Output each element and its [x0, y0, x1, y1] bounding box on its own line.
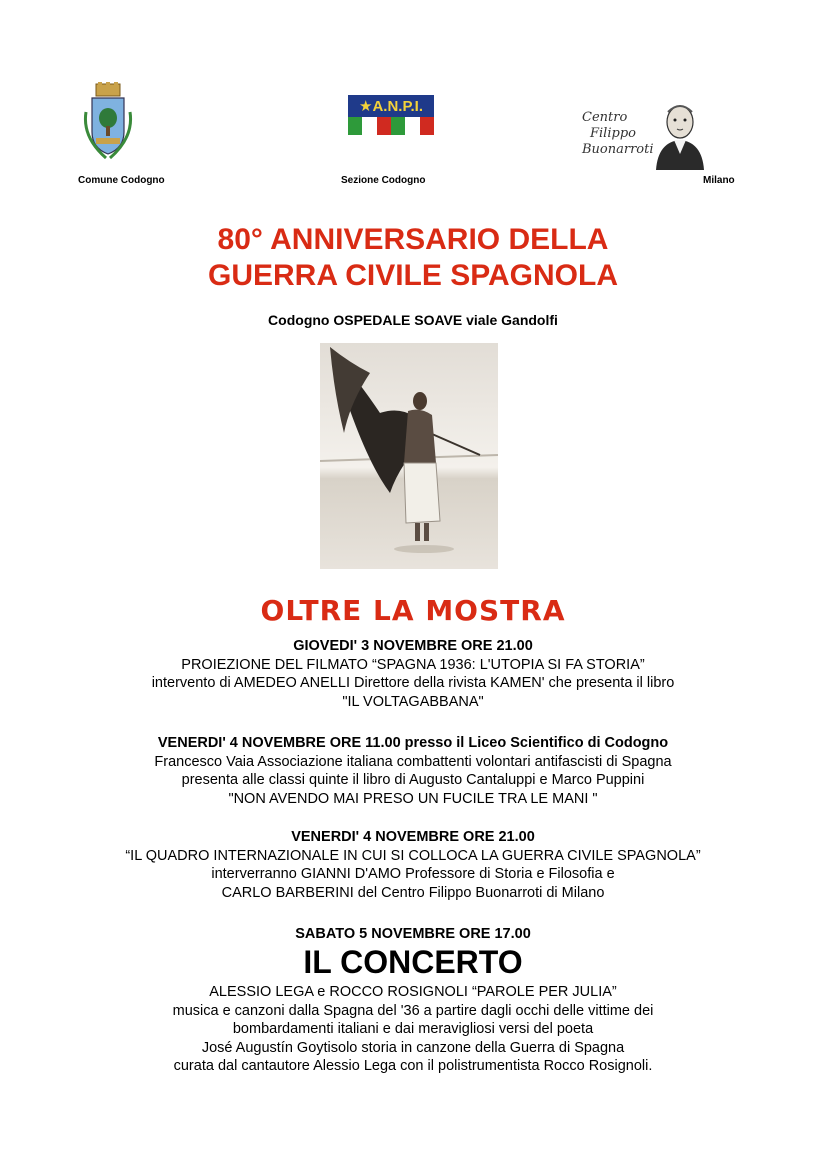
- event-block-4: [0, 925, 826, 944]
- anpi-label: Sezione Codogno: [341, 175, 426, 186]
- codogno-crest-logo: [78, 82, 138, 162]
- event-3-line-3: CARLO BARBERINI del Centro Filippo Buonarroti di Milano: [221, 884, 605, 901]
- event-1-line-2: intervento di AMEDEO ANELLI Direttore della rivista KAMEN' che presenta il libro: [151, 675, 675, 691]
- event-2-line-1: Francesco Vaia Associazione italiana combattenti volontari antifascisti di Spagna: [154, 753, 672, 770]
- anpi-logo: [348, 95, 434, 135]
- codogno-label: Comune Codogno: [78, 175, 165, 186]
- main-title-line-1: 80° ANNIVERSARIO DELLA: [217, 223, 609, 256]
- event-block-1: [0, 637, 826, 711]
- buonarroti-portrait: [650, 98, 708, 170]
- concerto-line-4: José Augustín Goytisolo storia in canzone della Guerra di Spagna: [201, 1039, 625, 1056]
- milano-label: Milano: [703, 175, 735, 186]
- concerto-line-3: bombardamenti italiani e dai meravigliosi versi del poeta: [232, 1021, 594, 1037]
- event-3-line-1: “IL QUADRO INTERNAZIONALE IN CUI SI COLLOCA LA GUERRA CIVILE SPAGNOLA”: [125, 847, 701, 864]
- main-title: [0, 222, 826, 294]
- venue-subtitle: Codogno OSPEDALE SOAVE viale Gandolfi: [268, 312, 558, 328]
- main-title-line-2: GUERRA CIVILE SPAGNOLA: [207, 259, 619, 292]
- concerto-line-1: ALESSIO LEGA e ROCCO ROSIGNOLI “PAROLE PER JULIA”: [209, 984, 617, 1000]
- event-2-line-2: presenta alle classi quinte il libro di Augusto Cantaluppi e Marco Puppini: [181, 772, 645, 788]
- concerto-description: [0, 983, 826, 1076]
- event-block-3: [0, 828, 826, 902]
- event-1-heading: GIOVEDI' 3 NOVEMBRE ORE 21.00: [293, 638, 533, 654]
- event-3-line-2: interverranno GIANNI D'AMO Professore di Storia e Filosofia e: [211, 866, 615, 882]
- event-3-heading: VENERDI' 4 NOVEMBRE ORE 21.00: [291, 829, 535, 845]
- event-4-heading: SABATO 5 NOVEMBRE ORE 17.00: [295, 926, 531, 942]
- concerto-line-5: curata dal cantautore Alessio Lega con il polistrumentista Rocco Rosignoli.: [173, 1058, 653, 1074]
- star-icon: ★: [358, 98, 373, 115]
- event-2-line-3: "NON AVENDO MAI PRESO UN FUCILE TRA LE MANI ": [228, 790, 598, 807]
- concerto-line-2: musica e canzoni dalla Spagna del '36 a partire dagli occhi delle vittime dei: [172, 1002, 654, 1019]
- centro-buonarroti-logo-text: Centro Filippo Buonarroti: [582, 110, 654, 157]
- woman-with-flag-photo: [320, 343, 498, 569]
- section-title-oltre-la-mostra: OLTRE LA MOSTRA: [260, 594, 566, 627]
- event-2-heading: VENERDI' 4 NOVEMBRE ORE 11.00 presso il Liceo Scientifico di Codogno: [157, 735, 669, 751]
- anpi-logo-text: A.N.P.I.: [372, 98, 424, 115]
- event-block-2: [0, 734, 826, 808]
- concerto-title: IL CONCERTO: [303, 944, 523, 980]
- event-1-line-3: "IL VOLTAGABBANA": [342, 693, 484, 710]
- event-1-line-1: PROIEZIONE DEL FILMATO “SPAGNA 1936: L'UTOPIA SI FA STORIA”: [181, 656, 645, 673]
